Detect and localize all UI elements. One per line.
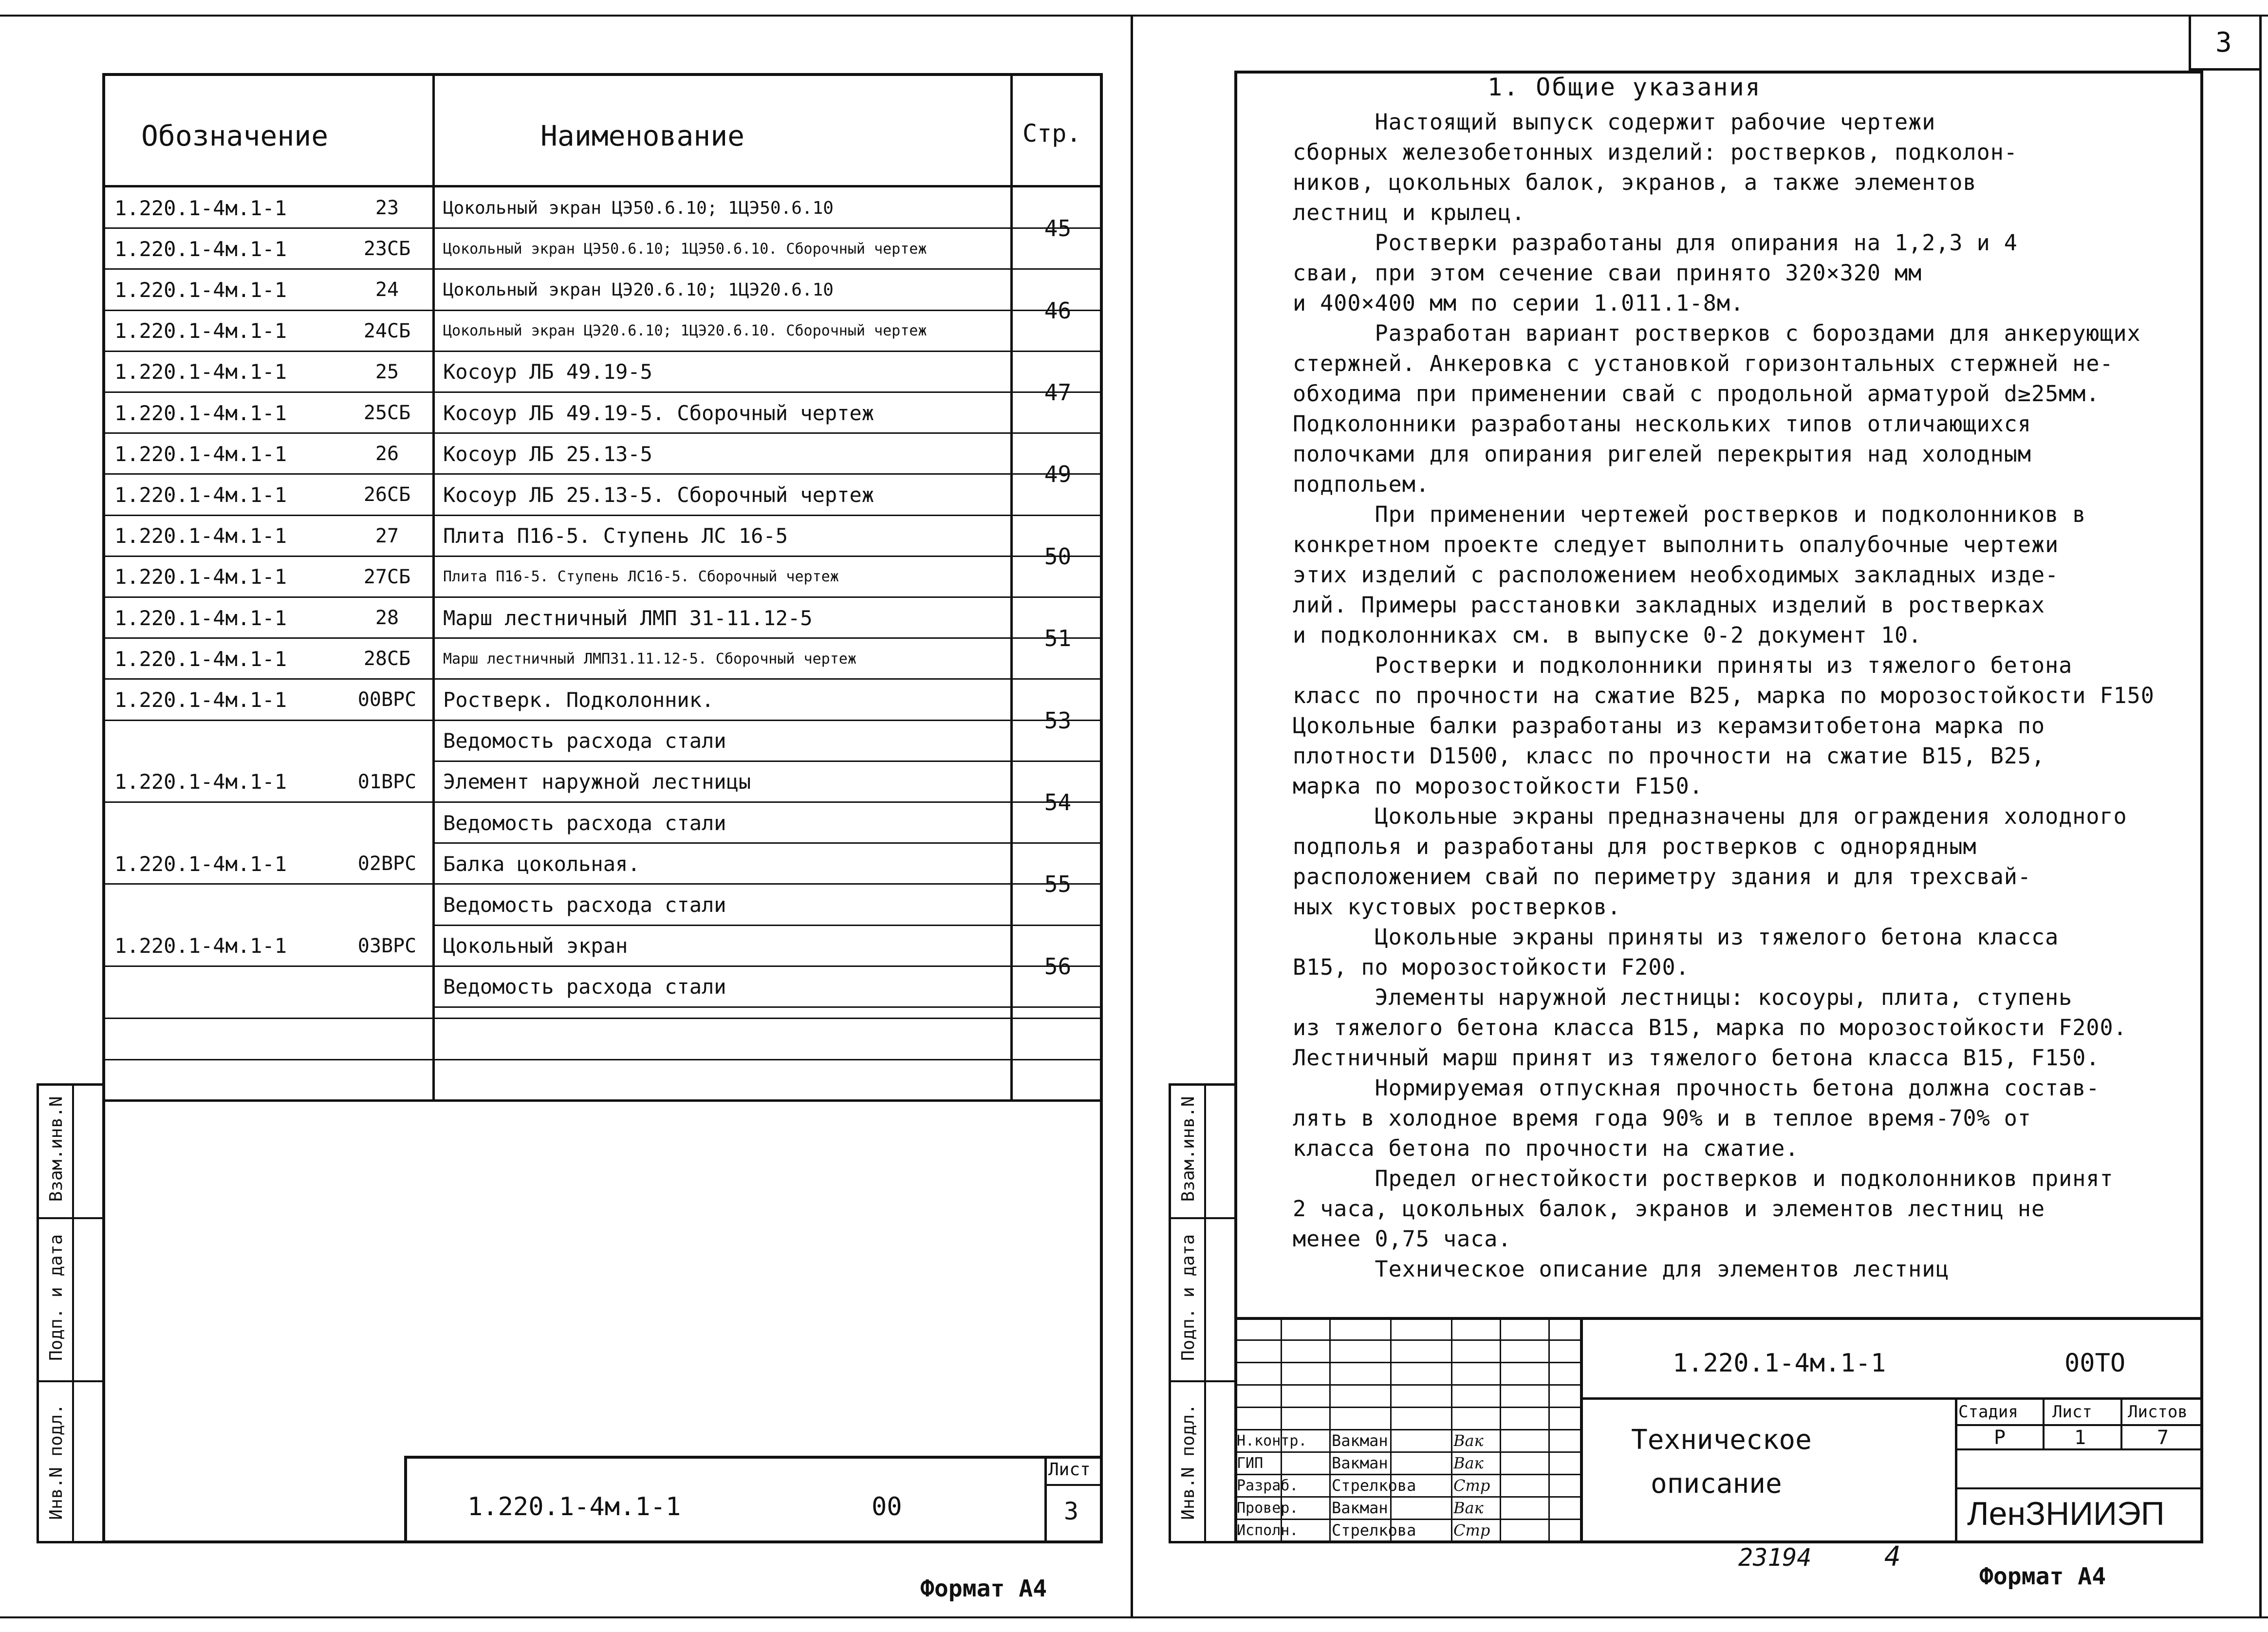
notes-line: Цокольные экраны приняты из тяжелого бетона класса [1293, 924, 2059, 950]
tb-role: Провер. [1237, 1499, 1299, 1517]
row-code: 23СБ [363, 238, 411, 260]
top-edge-line [0, 15, 2268, 17]
notes-line: полочками для опирания ригелей перекрытия над холодным [1293, 441, 2031, 467]
row-code: 23 [375, 197, 399, 220]
tb-signature: Вак [1453, 1431, 1484, 1450]
stamp-designation: 1.220.1-4м.1-1 [467, 1492, 681, 1521]
row-designation [114, 966, 338, 1007]
notes-line: Ростверки и подколонники приняты из тяжелого бетона [1293, 652, 2073, 678]
row-name: Косоур ЛБ 49.19-5 [443, 360, 652, 384]
row-code: 03ВРС [357, 934, 417, 957]
notes-line: подпольем. [1293, 471, 1430, 497]
tb-role: Исполн. [1237, 1521, 1299, 1539]
row-designation: 1.220.1-4м.1-1 [114, 360, 287, 384]
bottom-number: 23194 [1738, 1543, 1812, 1572]
row-code: 25СБ [363, 402, 411, 425]
tb-signature: Вак [1453, 1499, 1484, 1517]
row-code: 02ВРС [357, 853, 417, 875]
row-designation: 1.220.1-4м.1-1 [114, 401, 287, 425]
tb-vline-sheets [2120, 1397, 2122, 1450]
row-page: 47 [1044, 379, 1072, 406]
side-label-vzam: Взам.инв.N [1178, 1096, 1198, 1202]
notes-line: Нормируемая отпускная прочность бетона должна состав- [1293, 1075, 2100, 1101]
row-designation: 1.220.1-4м.1-1 [114, 687, 287, 712]
row-name: Марш лестничный ЛМП31.11.12-5. Сборочный чертеж [443, 650, 856, 668]
tb-vline-main [1580, 1317, 1583, 1543]
right-edge-line [2259, 15, 2262, 1618]
notes-line: лий. Примеры расстановки закладных изделий в ростверках [1293, 592, 2045, 618]
row-name: Цокольный экран ЦЭ50.6.10; 1ЦЭ50.6.10. Сборочный чертеж [443, 240, 927, 258]
notes-line: менее 0,75 часа. [1293, 1226, 1512, 1252]
row-code: 24СБ [363, 319, 411, 342]
side-label-inv: Инв.N подл. [1178, 1404, 1198, 1520]
row-designation: 1.220.1-4м.1-1 [114, 237, 287, 261]
row-page: 53 [1044, 707, 1072, 734]
notes-line: стержней. Анкеровка с установкой горизонтальных стержней не- [1293, 351, 2114, 376]
notes-line: расположением свай по периметру здания и для трехсвай- [1293, 864, 2031, 890]
tb-role: Разраб. [1237, 1477, 1299, 1494]
tb-grid-hline [1234, 1339, 1580, 1341]
row-name: Элемент наружной лестницы [443, 770, 751, 794]
row-designation: 1.220.1-4м.1-1 [114, 196, 287, 220]
notes-line: ников, цокольных балок, экранов, а также элементов [1293, 169, 1977, 195]
row-designation: 1.220.1-4м.1-1 [114, 319, 287, 343]
row-name: Цокольный экран ЦЭ50.6.10; 1ЦЭ50.6.10 [443, 198, 834, 218]
row-page: 45 [1044, 215, 1072, 242]
tb-hline-code [1580, 1397, 2203, 1400]
row-designation [114, 802, 338, 843]
row-designation: 1.220.1-4м.1-1 [114, 524, 287, 548]
row-designation: 1.220.1-4м.1-1 [114, 852, 287, 876]
notes-line: обходима при применении свай с продольной арматурой d≥25мм. [1293, 381, 2100, 407]
tb-designation: 1.220.1-4м.1-1 [1673, 1349, 1886, 1378]
notes-line: класса бетона по прочности на сжатие. [1293, 1135, 1799, 1161]
row-name: Цокольный экран [443, 934, 628, 958]
row-name: Косоур ЛБ 49.19-5. Сборочный чертеж [443, 401, 874, 425]
right-format-label: Формат А4 [1979, 1563, 2106, 1590]
stamp-sheet-label: Лист [1048, 1460, 1091, 1480]
notes-line: Цокольные экраны предназначены для ограждения холодного [1293, 803, 2127, 829]
tb-person-name: Вакман [1332, 1454, 1388, 1472]
notes-line: и 400×400 мм по серии 1.011.1-8м. [1293, 290, 1745, 316]
center-divider [1131, 15, 1133, 1618]
row-designation: 1.220.1-4м.1-1 [114, 934, 287, 958]
tb-signature: Вак [1453, 1454, 1484, 1472]
tb-org: ЛенЗНИИЭП [1967, 1495, 2165, 1532]
notes-line: Подколонники разработаны нескольких типов отличающихся [1293, 411, 2031, 437]
row-code [343, 884, 431, 925]
side-label-podp: Подп. и дата [1178, 1234, 1198, 1361]
row-code [343, 966, 431, 1007]
notes-line: плотности D1500, класс по прочности на сжатие В15, В25, [1293, 743, 2045, 769]
tb-role: Н.контр. [1237, 1432, 1307, 1449]
row-designation: 1.220.1-4м.1-1 [114, 565, 287, 589]
row-name: Ведомость расхода стали [443, 729, 726, 753]
tb-person-name: Вакман [1332, 1499, 1388, 1517]
tb-sheet: 1 [2074, 1427, 2086, 1449]
stamp-sheet-divider [1044, 1456, 1047, 1543]
header-page: Стр. [1022, 119, 1081, 148]
row-designation [114, 884, 338, 925]
row-code [343, 802, 431, 843]
general-notes-text [1293, 107, 2155, 1284]
row-name: Цокольный экран ЦЭ20.6.10; 1ЦЭ20.6.10 [443, 279, 834, 300]
notes-line: этих изделий с расположением необходимых закладных изде- [1293, 562, 2059, 588]
tb-person-name: Стрелкова [1332, 1476, 1416, 1495]
notes-line: При применении чертежей ростверков и подколонников в [1293, 501, 2086, 527]
header-name: Наименование [540, 119, 745, 152]
row-code: 01ВРС [357, 770, 417, 793]
row-designation [114, 721, 338, 761]
empty-row-line [102, 1059, 1103, 1060]
stamp-code: 00 [872, 1492, 902, 1521]
row-designation: 1.220.1-4м.1-1 [114, 482, 287, 507]
section-title: 1. Общие указания [1487, 73, 1762, 101]
row-designation: 1.220.1-4м.1-1 [114, 606, 287, 630]
side-strip-divider [72, 1083, 74, 1543]
notes-line: Цокольные балки разработаны из керамзитобетона марка по [1293, 713, 2045, 739]
row-page: 56 [1044, 953, 1072, 980]
notes-line: Настоящий выпуск содержит рабочие чертежи [1293, 109, 1936, 135]
notes-line: ных кустовых ростверков. [1293, 894, 1621, 920]
row-code: 28 [375, 607, 399, 630]
row-code: 27СБ [363, 565, 411, 588]
row-name: Балка цокольная. [443, 852, 640, 876]
row-code: 28СБ [363, 648, 411, 670]
row-code: 26 [375, 443, 399, 465]
corner-sheet-number: 3 [2215, 27, 2232, 58]
row-page: 49 [1044, 461, 1072, 488]
tb-doc-title-2: описание [1651, 1468, 1782, 1500]
notes-line: Лестничный марш принят из тяжелого бетона класса В15, F150. [1293, 1045, 2100, 1071]
row-code [343, 721, 431, 761]
notes-line: класс по прочности на сжатие В25, марка по морозостойкости F150 [1293, 683, 2155, 708]
notes-line: В15, по морозостойкости F200. [1293, 954, 1690, 980]
tb-grid-hline [1234, 1407, 1580, 1408]
row-page: 46 [1044, 297, 1072, 324]
tb-sheet-label: Лист [2052, 1402, 2092, 1422]
tb-vline-stage [1955, 1397, 1957, 1543]
tb-stage: Р [1994, 1427, 2006, 1449]
row-page: 54 [1044, 789, 1072, 816]
notes-line: конкретном проекте следует выполнить опалубочные чертежи [1293, 532, 2059, 557]
tb-vline-sheet [2043, 1397, 2045, 1450]
row-designation: 1.220.1-4м.1-1 [114, 647, 287, 671]
tb-stage-label: Стадия [1958, 1402, 2018, 1422]
bottom-edge-line [0, 1616, 2268, 1618]
notes-line: Элементы наружной лестницы: косоуры, плита, ступень [1293, 984, 2073, 1010]
tb-person-name: Стрелкова [1332, 1521, 1416, 1539]
tb-grid-hline [1234, 1541, 1580, 1542]
tb-code: 00ТО [2064, 1349, 2126, 1378]
notes-line: подполья и разработаны для ростверков с однорядным [1293, 834, 1977, 859]
row-page: 51 [1044, 625, 1072, 652]
left-format-label: Формат А4 [920, 1575, 1047, 1602]
notes-line: лять в холодное время года 90% и в теплое время-70% от [1293, 1105, 2031, 1131]
notes-line: и подколонниках см. в выпуске 0-2 документ 10. [1293, 622, 1922, 648]
tb-hline-stage [1955, 1424, 2203, 1426]
side-strip-row [1169, 1380, 1237, 1382]
tb-role: ГИП [1237, 1454, 1264, 1472]
empty-row-line [102, 1018, 1103, 1019]
tb-signature: Стр [1453, 1476, 1490, 1495]
row-name: Ведомость расхода стали [443, 811, 726, 835]
row-name: Цокольный экран ЦЭ20.6.10; 1ЦЭ20.6.10. Сборочный чертеж [443, 322, 927, 340]
notes-line: Предел огнестойкости ростверков и подколонников принят [1293, 1166, 2114, 1191]
tb-sheets: 7 [2157, 1427, 2169, 1449]
side-label-inv: Инв.N подл. [46, 1404, 66, 1520]
row-name: Косоур ЛБ 25.13-5 [443, 442, 652, 466]
row-page: 55 [1044, 871, 1072, 898]
notes-line: Техническое описание для элементов лестниц [1293, 1256, 1950, 1282]
notes-line: Разработан вариант ростверков с бороздами для анкерующих [1293, 320, 2141, 346]
header-designation: Обозначение [141, 119, 329, 152]
row-name: Марш лестничный ЛМП 31-11.12-5 [443, 606, 813, 630]
stamp-sheet-label-line [1044, 1484, 1103, 1486]
notes-line: сваи, при этом сечение сваи принято 320×320 мм [1293, 260, 1922, 286]
row-designation: 1.220.1-4м.1-1 [114, 278, 287, 302]
row-code: 27 [375, 524, 399, 547]
tb-grid-hline [1234, 1362, 1580, 1363]
tb-doc-title-1: Техническое [1631, 1424, 1812, 1456]
row-name: Ведомость расхода стали [443, 975, 726, 999]
tb-sheets-label: Листов [2128, 1402, 2188, 1422]
notes-line: Ростверки разработаны для опирания на 1,2,3 и 4 [1293, 230, 2018, 256]
row-name: Плита П16-5. Ступень ЛС 16-5 [443, 524, 788, 548]
tb-hline-org [1955, 1487, 2203, 1489]
notes-line: 2 часа, цокольных балок, экранов и элементов лестниц не [1293, 1196, 2045, 1222]
table-bottom-line [102, 1099, 1103, 1102]
notes-line: лестниц и крылец. [1293, 200, 1525, 225]
row-designation: 1.220.1-4м.1-1 [114, 770, 287, 794]
notes-line: марка по морозостойкости F150. [1293, 773, 1703, 799]
page-cell-line [1010, 1006, 1103, 1008]
tb-signature: Стр [1453, 1521, 1490, 1539]
side-strip-divider [1204, 1083, 1206, 1543]
row-designation: 1.220.1-4м.1-1 [114, 442, 287, 466]
tb-person-name: Вакман [1332, 1431, 1388, 1450]
side-label-podp: Подп. и дата [46, 1234, 66, 1361]
row-page: 50 [1044, 543, 1072, 570]
stamp-sheet-number: 3 [1064, 1497, 1079, 1525]
row-code: 00ВРС [357, 688, 417, 711]
side-label-vzam: Взам.инв.N [46, 1096, 66, 1202]
tb-grid-hline [1234, 1384, 1580, 1386]
row-code: 24 [375, 278, 399, 301]
row-name: Ведомость расхода стали [443, 892, 726, 917]
bottom-number-2: 4 [1884, 1541, 1901, 1573]
row-name: Плита П16-5. Ступень ЛС16-5. Сборочный чертеж [443, 568, 839, 586]
row-name: Ростверк. Подколонник. [443, 687, 714, 712]
notes-line: сборных железобетонных изделий: ростверков, подколон- [1293, 139, 2018, 165]
row-code: 26СБ [363, 483, 411, 506]
row-name: Косоур ЛБ 25.13-5. Сборочный чертеж [443, 482, 874, 507]
notes-line: из тяжелого бетона класса В15, марка по морозостойкости F200. [1293, 1015, 2127, 1040]
side-strip-row [37, 1380, 105, 1382]
row-code: 25 [375, 360, 399, 383]
